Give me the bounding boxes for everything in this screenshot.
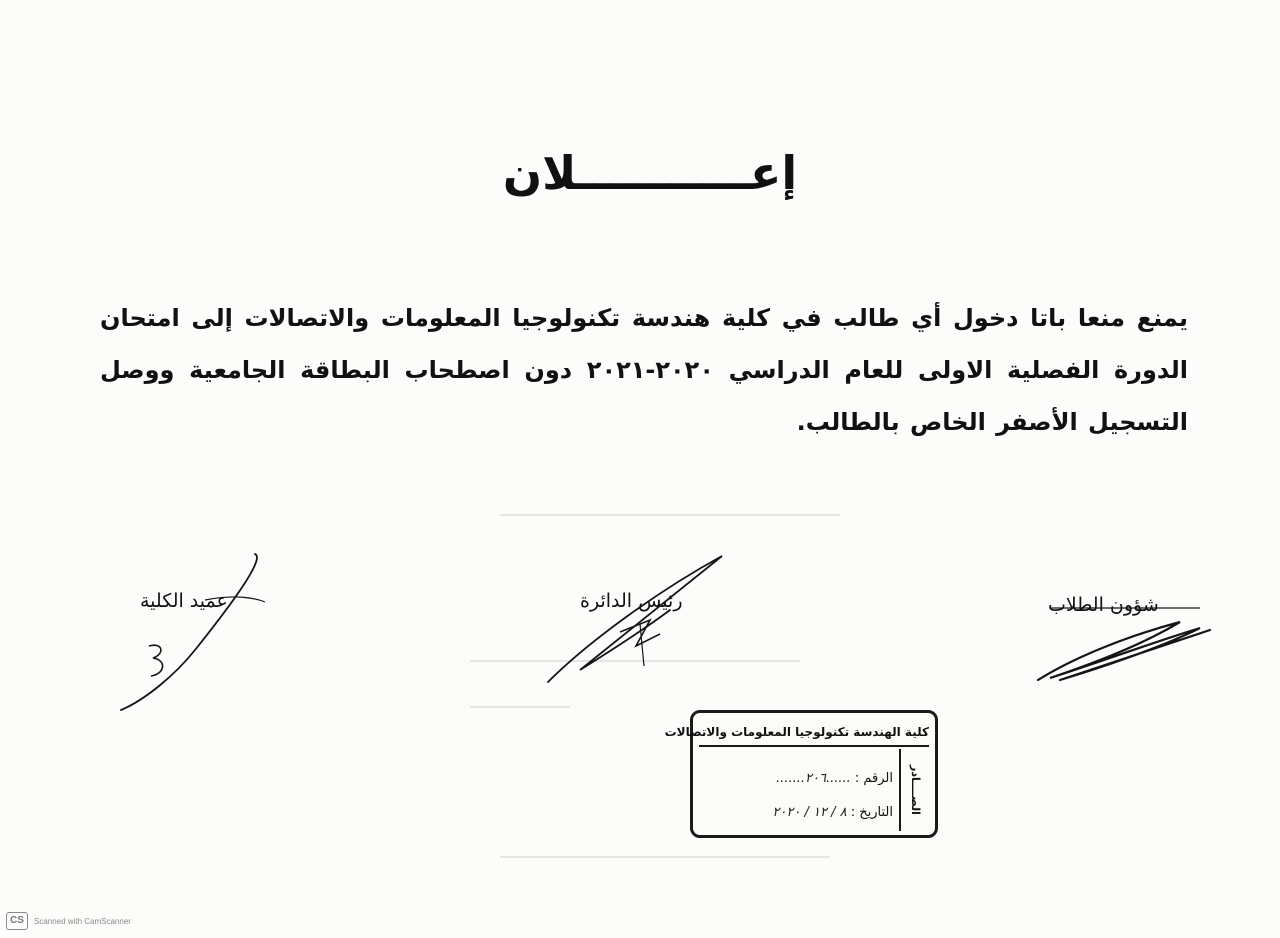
dean-signature [115,550,275,720]
stamp-date-row [701,805,893,820]
student-affairs-signature [1030,600,1230,690]
stamp-number-row [701,771,893,786]
student-affairs-label: شؤون الطلاب [1048,594,1159,616]
department-head-signature [540,550,740,690]
bleed-through-mark [470,706,570,708]
stamp-side-label: الصــــادر [899,749,929,831]
stamp-header: كلية الهندسة تكنولوجيا المعلومات والاتصالات [699,719,929,747]
camscanner-logo: CS [6,912,28,930]
camscanner-watermark [6,912,131,930]
camscanner-text: Scanned with CamScanner [34,916,131,926]
announcement-title: إعـــــــــــلان [502,146,798,200]
stamp-date-value: ٨ / ١٢ / ٢٠٢٠ [772,805,847,820]
department-head-label: رئيس الدائرة [580,590,683,612]
stamp-number-label: الرقم : [854,771,893,786]
bleed-through-mark [500,514,840,516]
bleed-through-mark [500,856,830,858]
announcement-body: يمنع منعا باتا دخول أي طالب في كلية هندسة تكنولوجيا المعلومات والاتصالات إلى امتحان الدورة الفصلية الاولى للعام الدراسي ٢٠٢٠-٢٠٢١ دون اصطحاب البطاقة الجامعية ووصل التسجيل الأصفر الخاص بالطالب. [100,304,1188,436]
dean-label: عميد الكلية [140,590,228,612]
stamp-date-label: التاريخ : [850,805,893,820]
stamp-number-value: ......٢٠٦....... [776,771,851,786]
outgoing-stamp [664,710,938,838]
